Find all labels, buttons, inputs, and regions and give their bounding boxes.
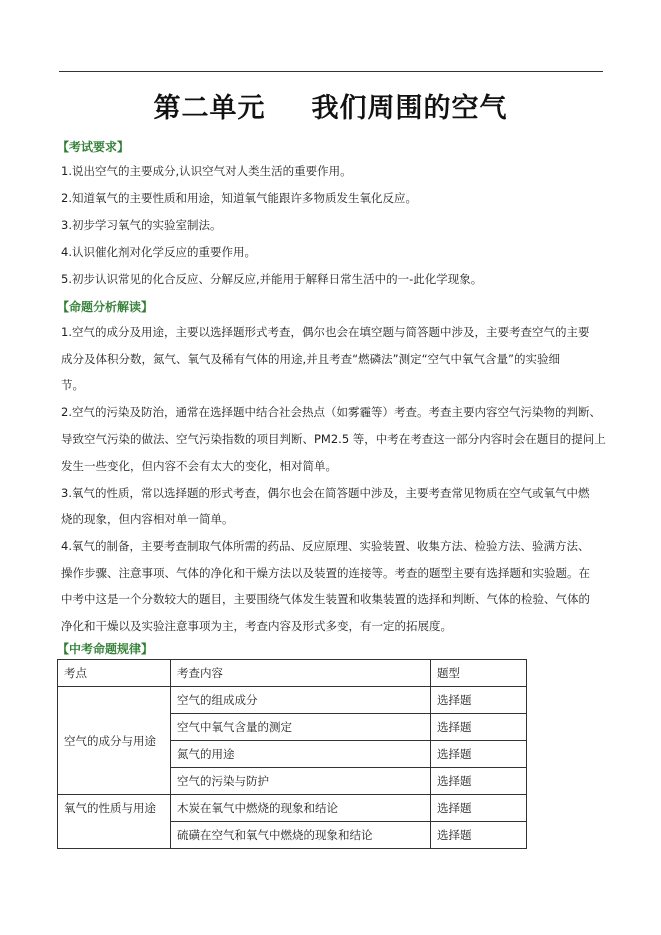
column-header: 考查内容: [171, 660, 431, 687]
type-cell: 选择题: [431, 822, 527, 849]
type-cell: 选择题: [431, 687, 527, 714]
topic-cell: 空气的成分与用途: [58, 687, 171, 795]
requirement-item: 2.知道氧气的主要性质和用途，知道氧气能跟许多物质发生氧化反应。: [61, 191, 417, 205]
rules-heading: 【中考命题规律】: [57, 642, 154, 656]
analysis-line: 2.空气的污染及防治，通常在选择题中结合社会热点（如雾霾等）考查。考查主要内容空气污染物的判断、: [61, 405, 601, 419]
type-cell: 选择题: [431, 714, 527, 741]
exam-rules-table: [57, 659, 527, 849]
table-header-row: [58, 660, 527, 687]
type-cell: 选择题: [431, 795, 527, 822]
analysis-line: 烧的现象，但内容相对单一简单。: [61, 512, 234, 526]
page-title-topic: 我们周围的空气: [311, 93, 508, 124]
analysis-heading: 【命题分析解读】: [57, 300, 154, 314]
page-title-unit: 第二单元: [153, 93, 266, 124]
analysis-line: 操作步骤、注意事项、气体的净化和干燥方法以及装置的连接等。考查的题型主要有选择题和实验题。在: [61, 566, 590, 580]
top-rule: [59, 71, 603, 72]
table-row: [58, 795, 527, 822]
content-cell: 氮气的用途: [171, 741, 431, 768]
content-cell: 空气的组成成分: [171, 687, 431, 714]
analysis-line: 成分及体积分数，氮气、氧气及稀有气体的用途,并且考查“燃磷法”测定“空气中氧气含量”的实验细: [61, 352, 560, 366]
column-header: 题型: [431, 660, 527, 687]
table-row: [58, 687, 527, 714]
topic-cell: 氧气的性质与用途: [58, 795, 171, 849]
analysis-line: 1.空气的成分及用途，主要以选择题形式考查，偶尔也会在填空题与简答题中涉及，主要考查空气的主要: [61, 325, 590, 339]
analysis-line: 净化和干燥以及实验注意事项为主，考查内容及形式多变，有一定的拓展度。: [61, 619, 452, 633]
column-header: 考点: [58, 660, 171, 687]
analysis-line: 发生一些变化，但内容不会有太大的变化，相对简单。: [61, 459, 337, 473]
analysis-line: 3.氧气的性质，常以选择题的形式考查，偶尔也会在简答题中涉及，主要考查常见物质在空气或氧气中燃: [61, 486, 590, 500]
content-cell: 木炭在氧气中燃烧的现象和结论: [171, 795, 431, 822]
analysis-line: 导致空气污染的做法、空气污染指数的项目判断、PM2.5 等，中考在考查这一部分内容时会在题目的提问上: [61, 432, 606, 446]
content-cell: 硫磺在空气和氧气中燃烧的现象和结论: [171, 822, 431, 849]
requirement-item: 5.初步认识常见的化合反应、分解反应,并能用于解释日常生活中的一-此化学现象。: [61, 272, 483, 286]
analysis-line: 4.氧气的制备，主要考查制取气体所需的药品、反应原理、实验装置、收集方法、检验方法、验满方法、: [61, 539, 590, 553]
type-cell: 选择题: [431, 768, 527, 795]
content-cell: 空气中氧气含量的测定: [171, 714, 431, 741]
requirement-item: 1.说出空气的主要成分,认识空气对人类生活的重要作用。: [61, 164, 352, 178]
page-title: [0, 86, 661, 125]
analysis-line: 节。: [61, 378, 84, 392]
content-cell: 空气的污染与防护: [171, 768, 431, 795]
exam-requirements-heading: 【考试要求】: [57, 140, 130, 154]
analysis-line: 中考中这是一个分数较大的题目，主要围绕气体发生装置和收集装置的选择和判断、气体的检验、气体的: [61, 592, 590, 606]
requirement-item: 3.初步学习氧气的实验室制法。: [61, 218, 222, 232]
requirement-item: 4.认识催化剂对化学反应的重要作用。: [61, 245, 256, 259]
type-cell: 选择题: [431, 741, 527, 768]
